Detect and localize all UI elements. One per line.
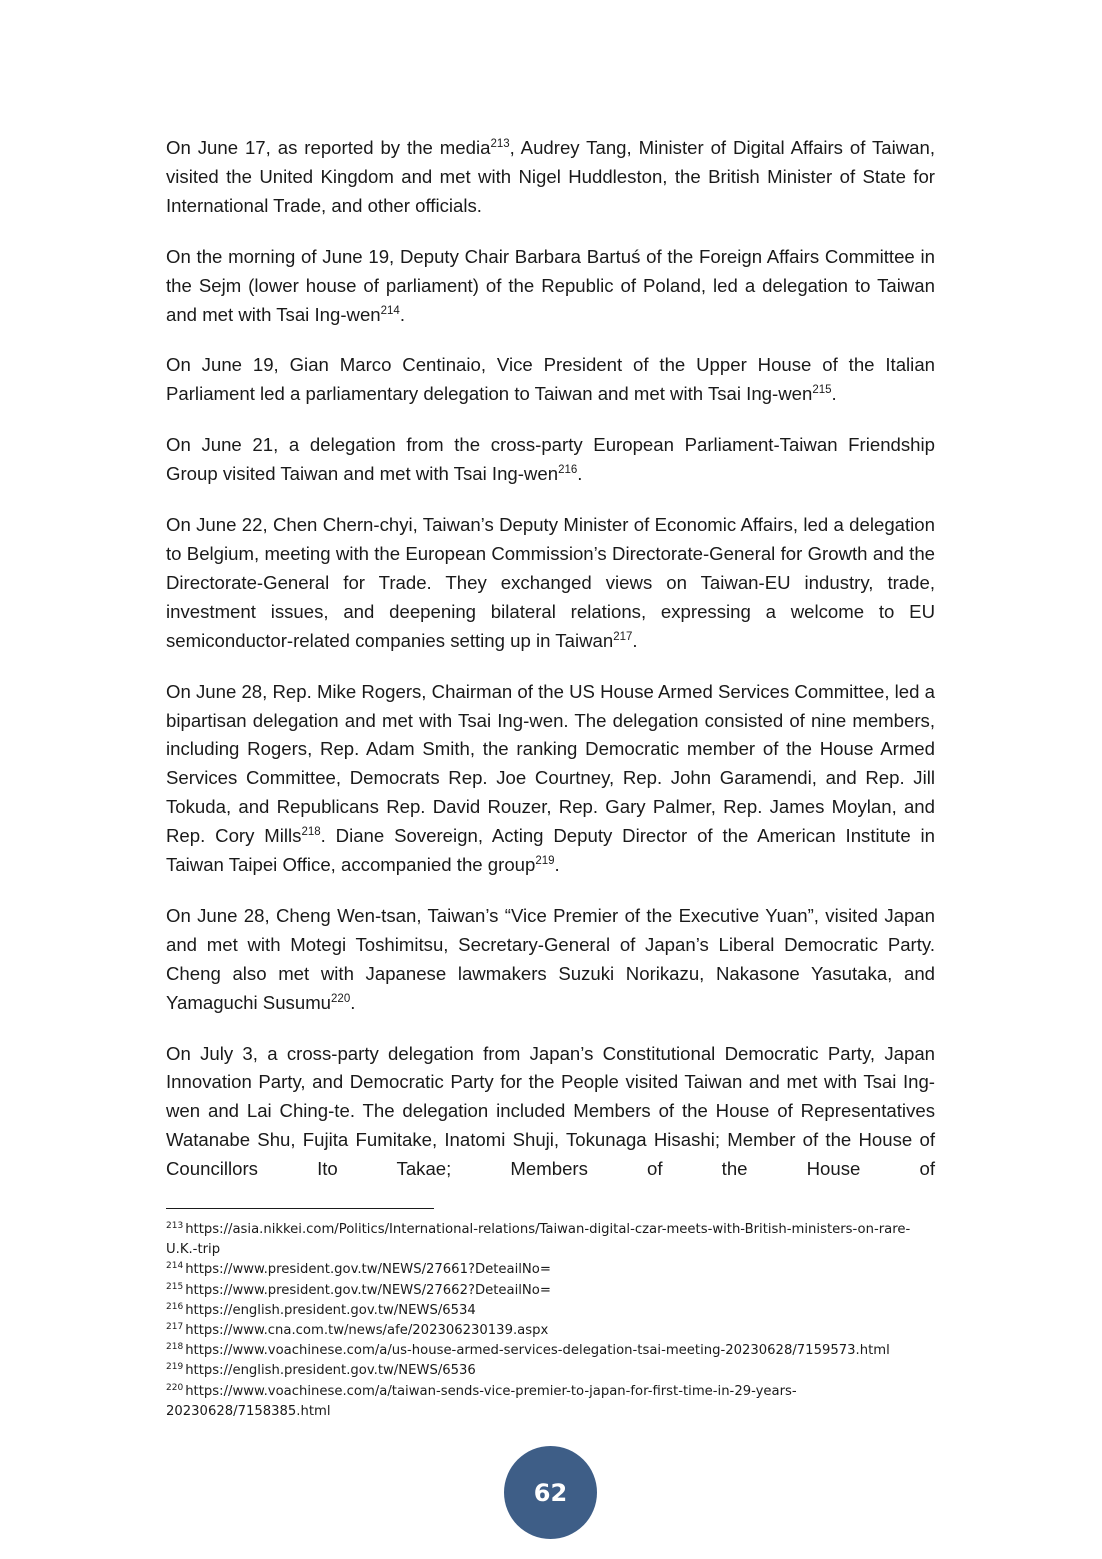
footnote-item: [166, 1321, 935, 1341]
body-paragraph: [166, 902, 935, 1018]
footnote-link[interactable]: https://english.president.gov.tw/NEWS/6536: [185, 1363, 476, 1379]
footnote-link[interactable]: https://www.president.gov.tw/NEWS/27662?DeteailNo=: [185, 1282, 551, 1298]
footnote-reference[interactable]: 213: [490, 138, 510, 150]
paragraph-text: .: [554, 854, 560, 876]
paragraph-text: On June 17, as reported by the media: [166, 137, 491, 158]
footnote-item: [166, 1301, 935, 1321]
footnote-reference[interactable]: 217: [613, 630, 633, 643]
paragraph-text: . Diane Sovereign, Acting Deputy Director of the American Institute in Taiwan Taipei Office, accompanied the group: [166, 825, 935, 876]
footnote-item: [166, 1260, 935, 1280]
paragraph-text: On June 21, a delegation from the cross-party European Parliament-Taiwan Friendship Group visited Taiwan and met with Tsai Ing-wen: [166, 434, 935, 485]
paragraph-text: .: [350, 991, 356, 1013]
page-number-badge: [504, 1446, 597, 1539]
footnote-number: 216: [166, 1301, 184, 1312]
footnote-link[interactable]: https://english.president.gov.tw/NEWS/6534: [185, 1302, 476, 1318]
footnote-reference[interactable]: 216: [558, 464, 578, 477]
footnote-link[interactable]: https://www.voachinese.com/a/us-house-armed-services-delegation-tsai-meeting-20230628/7159573.html: [185, 1343, 890, 1359]
body-paragraph: [166, 243, 935, 330]
paragraph-text: On June 22, Chen Chern-chyi, Taiwan’s Deputy Minister of Economic Affairs, led a delegation to Belgium, meeting with the European Commission’s Directorate-General for Growth and the Directorate-General for Trade. They exchanged views on Taiwan-EU industry, trade, investment issues, and deepening bilateral relations, expressing a welcome to EU semiconductor-related companies setting up in Taiwan: [166, 514, 935, 651]
body-paragraph: [166, 1040, 935, 1185]
paragraph-text: .: [831, 383, 837, 405]
footnote-link[interactable]: https://asia.nikkei.com/Politics/International-relations/Taiwan-digital-czar-meets-with-British-ministers-on-rare-U.K.-trip: [166, 1222, 911, 1258]
footnote-reference[interactable]: 214: [380, 304, 400, 317]
footnote-divider: [166, 1208, 434, 1209]
footnote-reference[interactable]: 218: [301, 826, 321, 839]
footnote-number: 214: [166, 1261, 184, 1272]
footnote-number: 219: [166, 1362, 184, 1373]
paragraph-text: , Audrey Tang, Minister of Digital Affairs of Taiwan, visited the United Kingdom and met with Nigel Huddleston, the British Minister of State for International Trade, and other officials.: [166, 137, 935, 216]
footnote-link[interactable]: https://www.cna.com.tw/news/afe/202306230139.aspx: [185, 1323, 549, 1339]
page-number: 62: [533, 1478, 568, 1507]
footnote-item: [166, 1281, 935, 1301]
body-paragraph: [166, 678, 935, 880]
body-paragraph: [166, 431, 935, 489]
footnote-item: [166, 1382, 935, 1422]
paragraph-text: On the morning of June 19, Deputy Chair Barbara Bartuś of the Foreign Affairs Committee in the Sejm (lower house of parliament) of the Republic of Poland, led a delegation to Taiwan and met with Tsai Ing-wen: [166, 245, 935, 325]
footnote-number: 215: [166, 1281, 184, 1292]
paragraph-text: .: [399, 303, 405, 325]
paragraph-text: .: [577, 463, 583, 485]
body-paragraph: [166, 351, 935, 409]
paragraph-text: On June 28, Cheng Wen-tsan, Taiwan’s “Vice Premier of the Executive Yuan”, visited Japan and met with Motegi Toshimitsu, Secretary-General of Japan’s Liberal Democratic Party. Cheng also met with Japanese lawmakers Suzuki Norikazu, Nakasone Yasutaka, and Yamaguchi Susumu: [166, 904, 935, 1013]
footnote-number: 220: [166, 1382, 184, 1393]
body-paragraph: [166, 134, 935, 221]
footnote-item: [166, 1220, 935, 1260]
footnote-number: 217: [166, 1322, 184, 1333]
footnote-reference[interactable]: 219: [535, 855, 555, 868]
paragraph-text: .: [632, 629, 638, 651]
footnote-reference[interactable]: 220: [331, 992, 351, 1005]
footnote-number: 213: [166, 1221, 184, 1231]
footnote-item: [166, 1361, 935, 1381]
paragraph-text: On June 19, Gian Marco Centinaio, Vice President of the Upper House of the Italian Parliament led a parliamentary delegation to Taiwan and met with Tsai Ing-wen: [166, 354, 935, 405]
document-body: [166, 134, 935, 1184]
footnote-link[interactable]: https://www.president.gov.tw/NEWS/27661?DeteailNo=: [185, 1262, 551, 1278]
footnote-number: 218: [166, 1342, 184, 1353]
footnotes: [166, 1220, 935, 1422]
paragraph-text: On July 3, a cross-party delegation from Japan’s Constitutional Democratic Party, Japan Innovation Party, and Democratic Party for the People visited Taiwan and met with Tsai Ing-wen and Lai Ching-te. The delegation included Members of the House of Representatives Watanabe Shu, Fujita Fumitake, Inatomi Shuji, Tokunaga Hisashi; Member of the House of Councillors Ito Takae; Members of the House of: [166, 1042, 935, 1180]
body-paragraph: [166, 511, 935, 656]
paragraph-text: On June 28, Rep. Mike Rogers, Chairman of the US House Armed Services Committee, led a bipartisan delegation and met with Tsai Ing-wen. The delegation consisted of nine members, including Rogers, Rep. Adam Smith, the ranking Democratic member of the House Armed Services Committee, Democrats Rep. Joe Courtney, Rep. John Garamendi, and Rep. Jill Tokuda, and Republicans Rep. David Rouzer, Rep. Gary Palmer, Rep. James Moylan, and Rep. Cory Mills: [166, 680, 935, 847]
footnote-reference[interactable]: 215: [812, 384, 832, 397]
footnote-link[interactable]: https://www.voachinese.com/a/taiwan-sends-vice-premier-to-japan-for-first-time-in-29-years-20230628/7158385.html: [166, 1383, 797, 1419]
footnote-item: [166, 1341, 935, 1361]
